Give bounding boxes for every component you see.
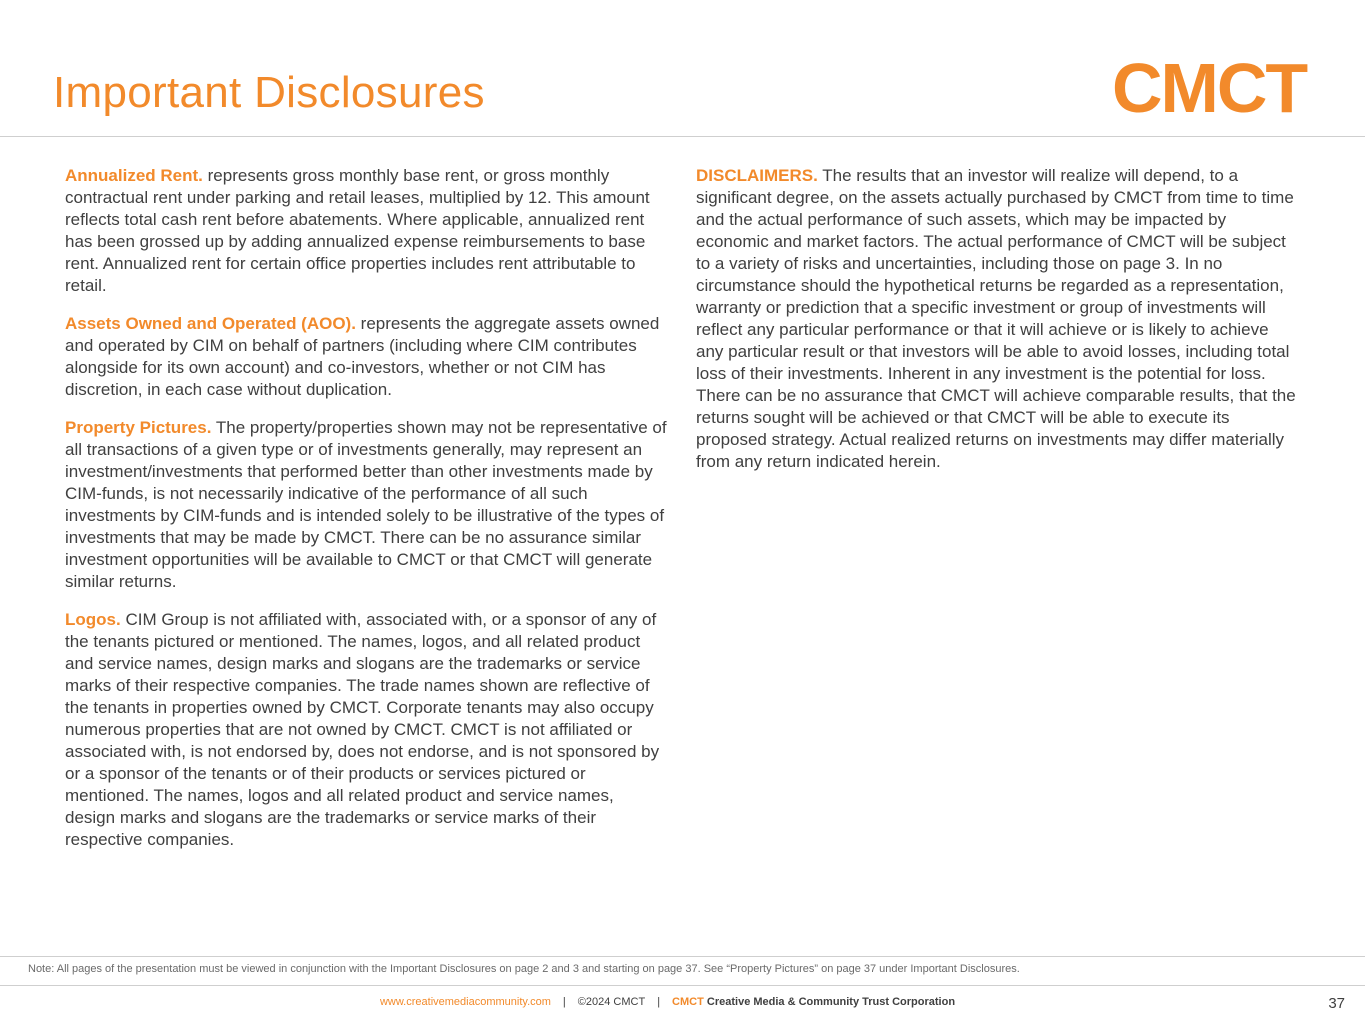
- disclosure-text: represents gross monthly base rent, or gross monthly contractual rent under parking and retail leases, multiplied by 12. This amount reflects total cash rent before abatements. Where applicable, annualized rent has been grossed up by adding annualized expense reimbursements to base rent. Annualized rent for certain office properties includes rent attributable to retail.: [65, 166, 650, 295]
- website-link[interactable]: www.creativemediacommunity.com: [379, 996, 551, 1008]
- disclosure-text: CIM Group is not affiliated with, associated with, or a sponsor of any of the tenants pictured or mentioned. The names, logos, and all related product and service names, design marks and slogans are the trademarks or service marks of their respective companies. The trade names shown are reflective of the tenants in properties owned by CMCT. Corporate tenants may also occupy numerous properties that are not owned by CMCT. CMCT is not affiliated or associated with, is not endorsed by, does not endorse, and is not sponsored by or a sponsor of the tenants or of their products or services pictured or mentioned. The names, logos and all related product and service names, design marks and slogans are the trademarks or service marks of their respective companies.: [65, 610, 660, 849]
- left-column: [65, 165, 668, 867]
- disclosure-text: The results that an investor will realize will depend, to a significant degree, on the assets actually purchased by CMCT from time to time and the actual performance of such assets, which may be impacted by economic and market factors. The actual performance of CMCT will be subject to a variety of risks and uncertainties, including those on page 3. In no circumstance should the hypothetical returns be regarded as a representation, warranty or prediction that a specific investment or group of investments will reflect any particular performance or that it will achieve or is likely to achieve any particular result or that investors will be able to avoid losses, including total loss of their investments. Inherent in any investment is the potential for loss. There can be no assurance that CMCT will achieve comparable results, that the returns sought will be achieved or that CMCT will be able to execute its proposed strategy. Actual realized returns on investments may differ materially from any return indicated herein.: [696, 166, 1296, 471]
- disclosure-aoo: [65, 313, 668, 401]
- corporation-name: Creative Media & Community Trust Corporation: [706, 996, 956, 1008]
- disclosure-text: The property/properties shown may not be representative of all transactions of a given type or of investments generally, may represent an investment/investments that performed better than other investments made by CIM-funds, is not necessarily indicative of the performance of all such investments by CIM-funds and is intended solely to be illustrative of the types of investments that may be made by CMCT. There can be no assurance similar investment opportunities will be available to CMCT or that CMCT will generate similar returns.: [65, 418, 667, 591]
- disclosure-property-pictures: [65, 417, 668, 593]
- disclosure-annualized-rent: [65, 165, 668, 297]
- disclosure-text: represents the aggregate assets owned and operated by CIM on behalf of partners (including where CIM contributes alongside for its own account) and co-investors, whether or not CIM has discretion, in each case without duplication.: [65, 314, 660, 399]
- disclosure-term: Property Pictures.: [65, 418, 212, 437]
- copyright: ©2024 CMCT: [577, 996, 646, 1008]
- disclosure-term: Annualized Rent.: [65, 166, 203, 185]
- footer-separator: |: [657, 996, 661, 1008]
- page-number: 37: [1328, 995, 1345, 1012]
- header-divider: [0, 136, 1365, 137]
- footnote: Note: All pages of the presentation must be viewed in conjunction with the Important Disclosures on page 2 and 3 and starting on page 37. See “Property Pictures” on page 37 under Important Disclosures.: [28, 963, 1020, 975]
- disclosure-disclaimers: [696, 165, 1296, 473]
- page-title: Important Disclosures: [53, 68, 485, 117]
- disclosure-term: Logos.: [65, 610, 121, 629]
- footer-divider: [0, 985, 1365, 986]
- disclosure-term: DISCLAIMERS.: [696, 166, 818, 185]
- disclosure-logos: [65, 609, 668, 851]
- footer-brand: CMCT: [672, 996, 704, 1008]
- footer-separator: |: [562, 996, 566, 1008]
- cmct-logo: CMCT: [1112, 49, 1307, 127]
- note-divider: [0, 956, 1365, 957]
- right-column: [696, 165, 1296, 489]
- footer: [0, 996, 1335, 1008]
- disclosure-term: Assets Owned and Operated (AOO).: [65, 314, 356, 333]
